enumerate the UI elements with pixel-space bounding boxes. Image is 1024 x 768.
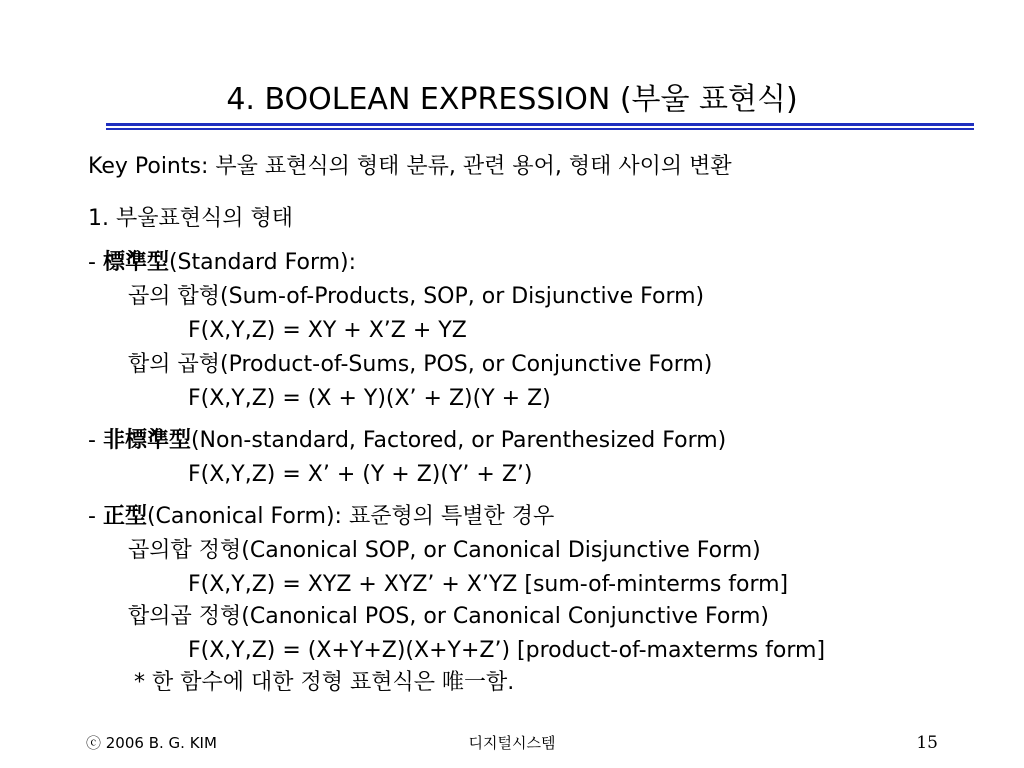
sop-label: 곱의 합형: [128, 284, 221, 309]
page-number: 15: [916, 733, 938, 753]
canonical-pos-example: F(X,Y,Z) = (X+Y+Z)(X+Y+Z’) [product-of-maxterms form]: [188, 638, 826, 663]
canonical-pos-desc: (Canonical POS, or Canonical Conjunctive Form): [241, 604, 769, 629]
sop-example: F(X,Y,Z) = XY + X’Z + YZ: [188, 318, 467, 343]
footer-course: 디지털시스템: [468, 734, 556, 752]
standard-form-line: [88, 248, 356, 278]
canonical-sop-label: 곱의합 정형: [128, 538, 242, 563]
title-underline-thin: [106, 128, 974, 130]
canonical-sop-desc: (Canonical SOP, or Canonical Disjunctive Form): [241, 538, 761, 563]
canonical-form-term: 正型: [102, 504, 147, 529]
canonical-pos-label: 합의곱 정형: [128, 604, 242, 629]
footer-copyright: ⓒ 2006 B. G. KIM: [86, 734, 217, 752]
canonical-sop-line: [128, 536, 761, 566]
section-heading: 1. 부울표현식의 형태: [88, 206, 293, 231]
bullet-dash: -: [88, 250, 103, 275]
nonstandard-form-term: 非標準型: [102, 428, 191, 453]
canonical-form-desc: (Canonical Form):: [146, 504, 349, 529]
bullet-dash: -: [88, 428, 103, 453]
key-points-topics: 부울 표현식의 형태 분류, 관련 용어, 형태 사이의 변환: [215, 154, 732, 179]
canonical-form-note: 표준형의 특별한 경우: [348, 504, 555, 529]
standard-form-term: 標準型: [102, 250, 169, 275]
key-points-line: [88, 152, 732, 182]
standard-form-desc: (Standard Form):: [168, 250, 357, 275]
canonical-pos-line: [128, 602, 769, 632]
canonical-sop-example: F(X,Y,Z) = XYZ + XYZ’ + X’YZ [sum-of-minterms form]: [188, 572, 789, 597]
pos-line: [128, 350, 712, 380]
bullet-dash: -: [88, 504, 103, 529]
nonstandard-form-desc: (Non-standard, Factored, or Parenthesized Form): [190, 428, 727, 453]
uniqueness-note: * 한 함수에 대한 정형 표현식은 唯一함.: [134, 670, 515, 695]
sop-desc: (Sum-of-Products, SOP, or Disjunctive Form): [220, 284, 705, 309]
pos-desc: (Product-of-Sums, POS, or Conjunctive Form): [220, 352, 713, 377]
canonical-form-line: [88, 502, 554, 532]
pos-label: 합의 곱형: [128, 352, 221, 377]
slide-title: 4. BOOLEAN EXPRESSION (부울 표현식): [226, 82, 798, 117]
sop-line: [128, 282, 704, 312]
key-points-prefix: Key Points:: [88, 154, 216, 179]
nonstandard-form-line: [88, 426, 726, 456]
nonstandard-example: F(X,Y,Z) = X’ + (Y + Z)(Y’ + Z’): [188, 462, 533, 487]
title-underline-thick: [106, 123, 974, 126]
pos-example: F(X,Y,Z) = (X + Y)(X’ + Z)(Y + Z): [188, 386, 551, 411]
